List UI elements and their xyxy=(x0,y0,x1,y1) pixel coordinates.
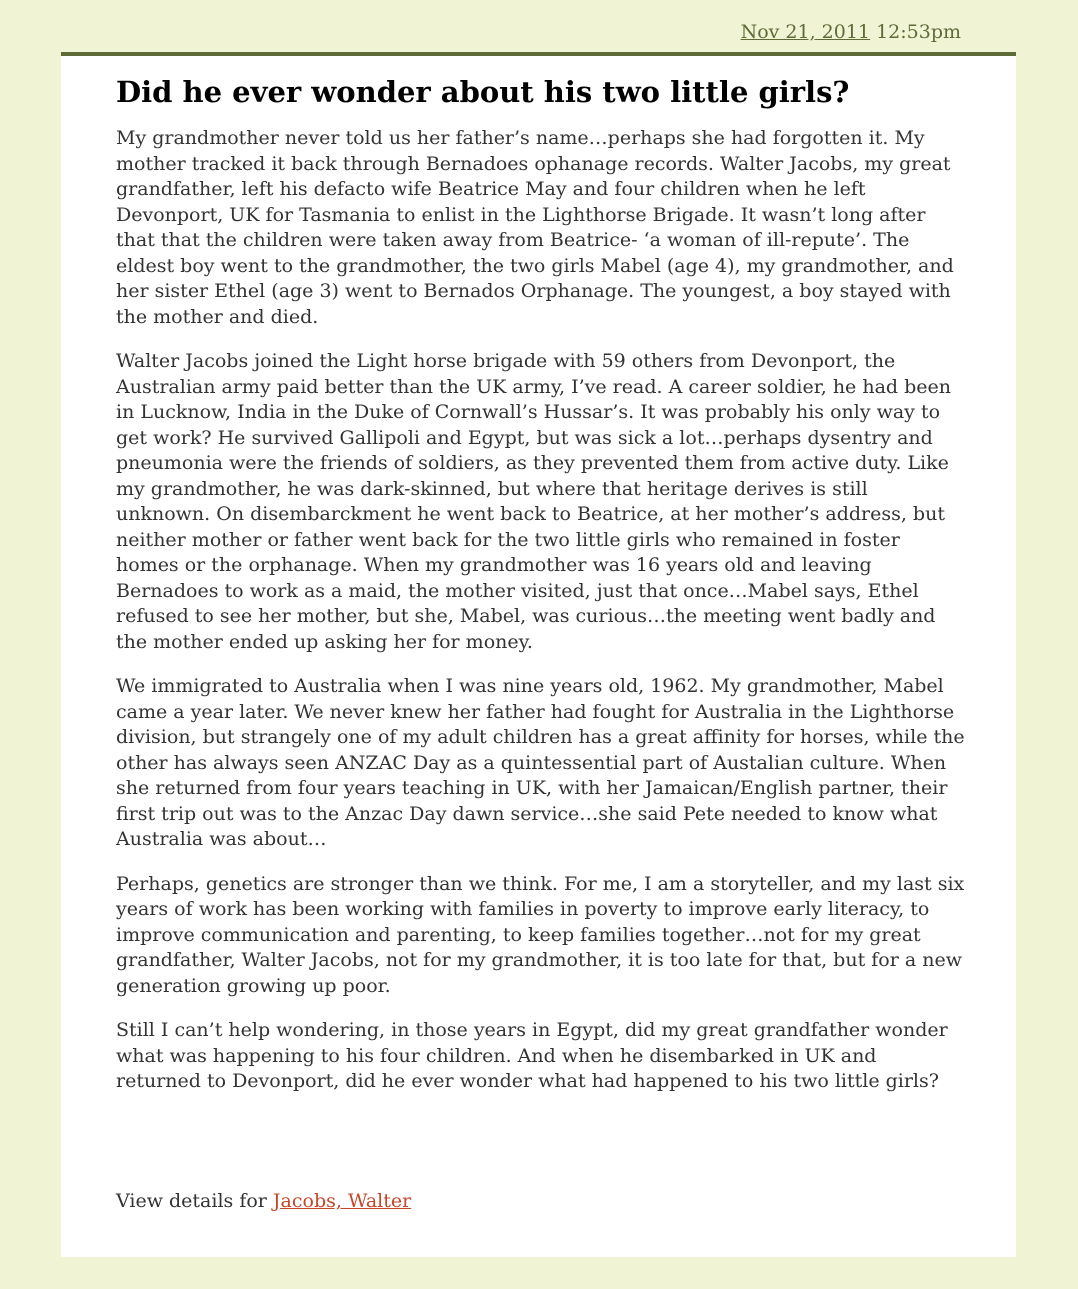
view-details-line xyxy=(116,1188,411,1214)
post-date-link[interactable]: Nov 21, 2011 xyxy=(740,21,871,43)
post-card xyxy=(61,52,1016,1257)
post-paragraph-4: Perhaps, genetics are stronger than we think. For me, I am a storyteller, and my last six years of work has been working with families in poverty to improve early literacy, to improve communication and parenting, to keep families together…not for my great grandfather, Walter Jacobs, not for my grandmother, it is too late for that, but for a new generation growing up poor. xyxy=(116,872,965,997)
post-paragraph-2: Walter Jacobs joined the Light horse brigade with 59 others from Devonport, the Australian army paid better than the UK army, I’ve read. A career soldier, he had been in Lucknow, India in the Duke of Cornwall’s Hussar’s. It was probably his only way to get work? He survived Gallipoli and Egypt, but was sick a lot…perhaps dysentry and pneumonia were the friends of soldiers, as they prevented them from active duty. Like my grandmother, he was dark-skinned, but where that heritage derives is still unknown. On disembarckment he went back to Beatrice, at her mother’s address, but neither mother or father went back for the two little girls who remained in foster homes or the orphanage. When my grandmother was 16 years old and leaving Bernadoes to work as a maid, the mother visited, just that once…Mabel says, Ethel refused to see her mother, but she, Mabel, was curious…the meeting went badly and the mother ended up asking her for money. xyxy=(116,350,951,653)
view-details-prefix: View details for xyxy=(116,1190,273,1212)
post-content xyxy=(116,72,966,1114)
post-paragraph-1: My grandmother never told us her father’s name…perhaps she had forgotten it. My mother tracked it back through Bernadoes ophanage records. Walter Jacobs, my great grandfather, left his defacto wife Beatrice May and four children when he left Devonport, UK for Tasmania to enlist in the Lighthorse Brigade. It wasn’t long after that that the children were taken away from Beatrice- ‘a woman of ill-repute’. The eldest boy went to the grandmother, the two girls Mabel (age 4), my grandmother, and her sister Ethel (age 3) went to Bernados Orphanage. The youngest, a boy stayed with the mother and died. xyxy=(116,127,954,328)
post-dateline xyxy=(741,18,961,46)
post-paragraph-5: Still I can’t help wondering, in those years in Egypt, did my great grandfather wonder what was happening to his four children. And when he disembarked in UK and returned to Devonport, did he ever wonder what had happened to his two little girls? xyxy=(116,1019,948,1092)
post-paragraph-3: We immigrated to Australia when I was nine years old, 1962. My grandmother, Mabel came a year later. We never knew her father had fought for Australia in the Lighthorse division, but strangely one of my adult children has a great affinity for horses, while the other has always seen ANZAC Day as a quintessential part of Austalian culture. When she returned from four years teaching in UK, with her Jamaican/English partner, their first trip out was to the Anzac Day dawn service…she said Pete needed to know what Australia was about… xyxy=(116,675,965,850)
post-time: 12:53pm xyxy=(876,21,961,43)
post-title: Did he ever wonder about his two little girls? xyxy=(116,75,850,109)
person-details-link[interactable]: Jacobs, Walter xyxy=(272,1190,412,1212)
